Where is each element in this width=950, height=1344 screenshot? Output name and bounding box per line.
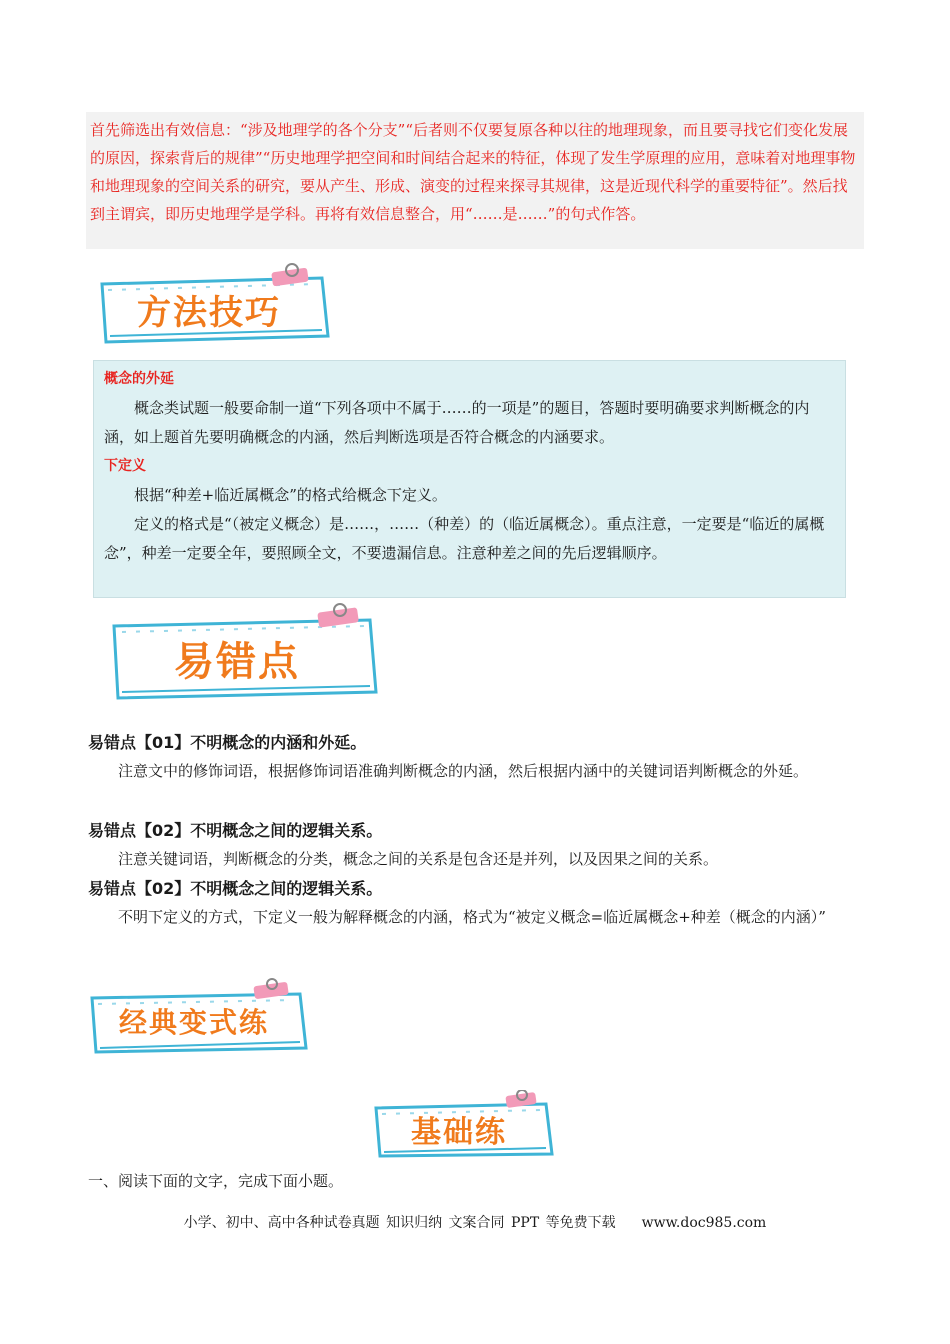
tips-paragraph-definition: 定义的格式是“（被定义概念）是……，……（种差）的（临近属概念）。重点注意，一定要是“临近的属概念”，种差一定要全年，要照顾全文，不要遗漏信息。注意种差之间的先后逻辑顺序。 [104, 515, 825, 562]
error-point-title: 易错点【01】不明概念的内涵和外延。 [88, 733, 367, 752]
banner-basic-title: 基础练 [411, 1115, 507, 1150]
banner-practice-title: 经典变式练 [118, 1006, 269, 1039]
banner-method-title: 方法技巧 [137, 292, 281, 333]
error-point-1 [88, 728, 864, 786]
answer-explanation [86, 112, 864, 249]
method-tips-box [93, 360, 846, 598]
banner-practice [86, 978, 314, 1056]
error-point-title: 易错点【02】不明概念之间的逻辑关系。 [88, 821, 383, 840]
footer-url[interactable]: www.doc985.com [641, 1215, 767, 1231]
banner-method [96, 262, 336, 346]
tips-paragraph-format: 根据“种差+临近属概念”的格式给概念下定义。 [134, 486, 447, 504]
error-point-body: 注意文中的修饰词语，根据修饰词语准确判断概念的内涵，然后根据内涵中的关键词语判断概念的外延。 [118, 762, 809, 780]
question-prompt: 一、阅读下面的文字，完成下面小题。 [88, 1172, 344, 1190]
error-point-3 [88, 874, 864, 932]
banner-error [108, 602, 382, 702]
tips-heading-definition: 下定义 [104, 458, 146, 474]
error-point-body: 注意关键词语，判断概念的分类，概念之间的关系是包含还是并列，以及因果之间的关系。 [118, 850, 719, 868]
banner-error-title: 易错点 [174, 638, 300, 685]
answer-text: 首先筛选出有效信息：“涉及地理学的各个分支”“后者则不仅要复原各种以往的地理现象，而且要寻找它们变化发展的原因，探索背后的规律”“历史地理学把空间和时间结合起来的特征，体现了发生学原理的应用，意味着对地理事物和地理现象的空间关系的研究，要从产生、形成、演变的过程来探寻其规律，这是近现代科学的重要特征”。然后找到主谓宾，即历史地理学是学科。再将有效信息整合，用“……是……”的句式作答。 [90, 121, 856, 223]
error-point-title: 易错点【02】不明概念之间的逻辑关系。 [88, 879, 383, 898]
banner-basic [370, 1090, 558, 1160]
error-point-2 [88, 816, 864, 874]
tips-heading-extension: 概念的外延 [104, 371, 174, 387]
error-point-body: 不明下定义的方式，下定义一般为解释概念的内涵，格式为“被定义概念=临近属概念+种差（概念的内涵）” [118, 908, 826, 926]
tips-paragraph-extension: 概念类试题一般要命制一道“下列各项中不属于……的一项是”的题目，答题时要明确要求判断概念的内涵，如上题首先要明确概念的内涵，然后判断选项是否符合概念的内涵要求。 [104, 399, 810, 446]
footer-text: 小学、初中、高中各种试卷真题 知识归纳 文案合同 PPT 等免费下载 [183, 1215, 616, 1231]
page-footer [0, 1212, 950, 1232]
